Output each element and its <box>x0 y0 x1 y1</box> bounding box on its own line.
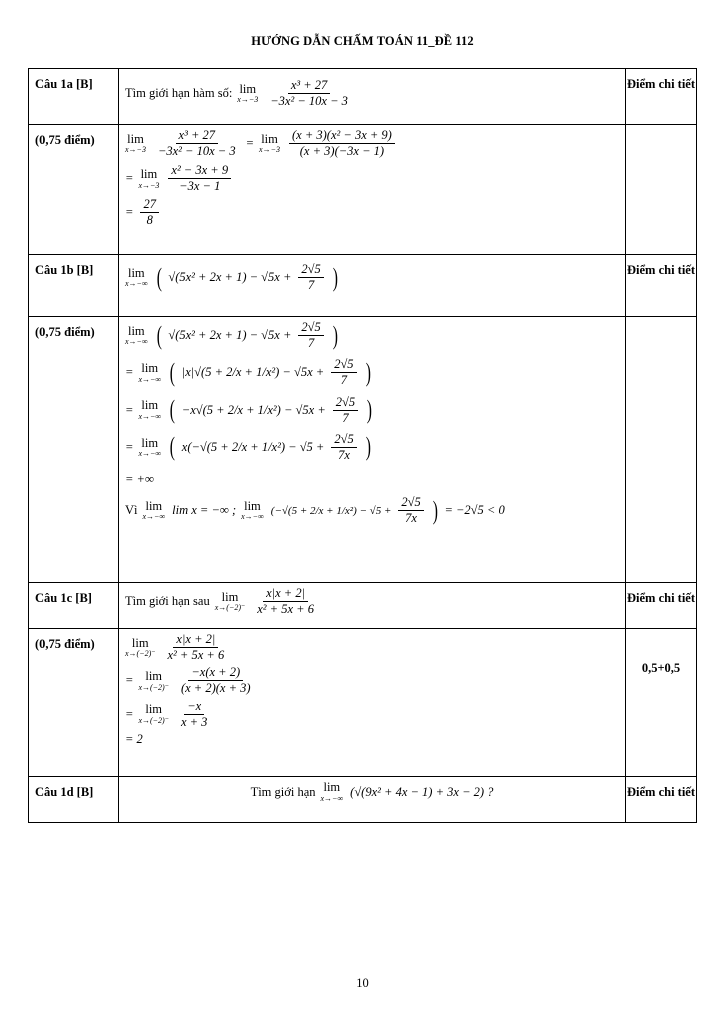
points-label: (0,75 điểm) <box>29 629 119 777</box>
question-cell: lim x→−∞ ( √(5x² + 2x + 1) − √5x + $\frac{2√5}{7}$ ) <box>119 255 626 317</box>
score-label: Điểm chi tiết <box>626 69 697 125</box>
question-label: Câu 1a [B] <box>29 69 119 125</box>
solution-cell: lim x→(−2)⁻ $\frac{x|x + 2|}{\text{x² + 5x + 6}}$ = lim x→(−2)⁻ $\frac{-x(x + 2)}{(x + 2)(x + 3)}$ = lim x→(−2)⁻ $\frac{-x}{x + 3}$ = 2 <box>119 629 626 777</box>
question-label: Câu 1c [B] <box>29 583 119 629</box>
grading-table <box>28 68 697 823</box>
question-cell: Tìm giới hạn lim x→−∞ (√(9x² + 4x − 1) + 3x − 2) ? <box>119 777 626 823</box>
question-cell: Tìm giới hạn hàm số: lim x→−3 $\frac{\text{x³ + 27}}{\text{−3x² − 10x − 3}}$ <box>119 69 626 125</box>
page-number: 10 <box>356 976 369 990</box>
page-title: HƯỚNG DẪN CHẤM TOÁN 11_ĐỀ 112 <box>251 34 474 48</box>
solution-cell: lim x→−∞ ( √(5x² + 2x + 1) − √5x + $\frac{2√5}{7}$ ) = lim x→−∞ ( |x|√(5 + 2/x + 1/x²) − √5x + $\frac{2√5}{7}$ ) = lim x→−∞ ( −x√(5 + 2/x + 1/x²) − √5x + $\frac{2√5}{7}$ ) = lim x→−∞ ( x(−√(5 + 2/x + 1/x²) − √5 + $\frac{2√5}{7x}$ ) = +∞ Vì lim x→−∞ lim x = −∞ ; lim x→−∞ (−√(5 + 2/x + 1/x²) − √5 + $\frac{2√5}{7x}$ ) = −2√5 < 0 <box>119 317 626 583</box>
solution-cell: lim x→−3 $\frac{\text{x³ + 27}}{\text{−3x² − 10x − 3}}$ = lim x→−3 $\frac{\text{(x + 3)(x² − 3x + 9)}}{(x + 3)(-3x - 1)}$ = lim x→−3 $\frac{\text{x² − 3x + 9}}{-3x - 1}$ = $\frac{27}{8}$ <box>119 125 626 255</box>
table-row <box>29 69 697 125</box>
score-label: Điểm chi tiết <box>626 777 697 823</box>
question-cell: Tìm giới hạn sau lim x→(−2)⁻ $\frac{x|x + 2|}{\text{x² + 5x + 6}}$ <box>119 583 626 629</box>
question-label: Câu 1b [B] <box>29 255 119 317</box>
table-row <box>29 317 697 583</box>
points-label: (0,75 điểm) <box>29 125 119 255</box>
question-label: Câu 1d [B] <box>29 777 119 823</box>
table-row <box>29 777 697 823</box>
table-row <box>29 255 697 317</box>
score-value: 0,5+0,5 <box>626 629 697 777</box>
points-label: (0,75 điểm) <box>29 317 119 583</box>
table-row <box>29 583 697 629</box>
table-row <box>29 629 697 777</box>
table-row <box>29 125 697 255</box>
limit-fraction: $\frac{\text{x³ + 27}}{\text{−3x² − 10x − 3}}$ <box>270 78 348 109</box>
score-label: Điểm chi tiết <box>626 583 697 629</box>
score-label: Điểm chi tiết <box>626 255 697 317</box>
question-prompt: Tìm giới hạn hàm số: <box>125 86 233 101</box>
